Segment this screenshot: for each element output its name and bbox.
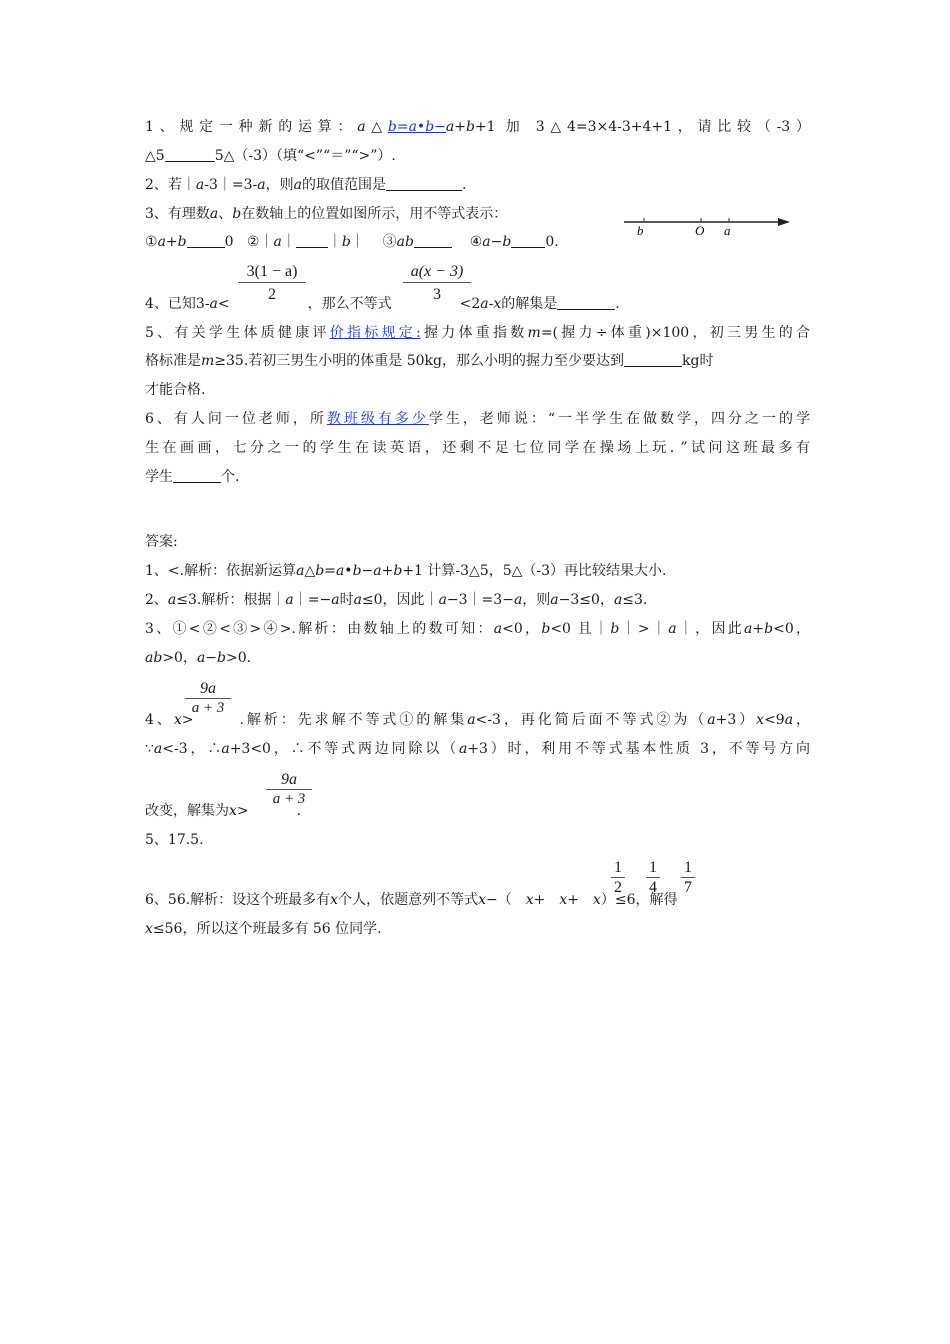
answer-1: 1、<.解析：依据新运算a△b=a•b−a+b+1 计算-3△5，5△（-3）再比较结果大小. xyxy=(145,563,667,579)
evaluation-standard-link[interactable]: 价指标规定: xyxy=(329,325,421,341)
answer-4-line-2: ∵a<-3，∴a+3<0，∴不等式两边同除以（a+3）时，利用不等式基本性质 3，不等号方向 xyxy=(145,741,810,757)
question-5-line-1: 5、有关学生体质健康评价指标规定:握力体重指数m=(握力÷体重)×100，初三男生的合 xyxy=(145,325,810,341)
answer-blank[interactable] xyxy=(414,233,452,248)
question-3-line-2: ①a+b 0 ②｜a｜ ｜b｜ ③ab ④a−b 0. xyxy=(145,234,559,250)
label-b: b xyxy=(637,223,644,238)
answer-3-line-2: ab>0，a−b>0. xyxy=(145,650,252,666)
answer-blank[interactable] xyxy=(624,352,682,367)
operation-definition-link[interactable]: b=a•b− xyxy=(387,119,446,135)
a6-fraction-seventh: 1 7 xyxy=(681,858,695,897)
q4-fraction-left: 3(1 − a) 2 xyxy=(238,262,306,305)
answer-5: 5、17.5. xyxy=(145,832,204,848)
question-6-line-3: 学生 个. xyxy=(145,469,240,485)
answer-6-line-1: 6、56.解析：设这个班最多有x个人，依题意列不等式x−（ x+ x+ x）≤6，解得 xyxy=(145,892,678,908)
answer-2: 2、a≤3.解析：根据｜a｜=−a时a≤0，因此｜a−3｜=3−a，则a−3≤0，a≤3. xyxy=(145,592,648,608)
question-4: 4、已知3-a< ，那么不等式 <2a-x的解集是 . xyxy=(145,296,620,312)
arrow-head-icon xyxy=(778,218,790,226)
question-6-line-1: 6、有人问一位老师，所教班级有多少学生，老师说：“一半学生在做数学，四分之一的学 xyxy=(145,411,811,427)
class-size-link[interactable]: 教班级有多少 xyxy=(326,411,429,427)
answers-heading: 答案: xyxy=(145,534,178,550)
a6-fraction-quarter: 1 4 xyxy=(646,858,660,897)
answer-3-line-1: 3、①<②<③>④>.解析：由数轴上的数可知：a<0，b<0 且｜b｜>｜a｜，因此a+b<0， xyxy=(145,621,811,637)
answer-blank[interactable] xyxy=(173,468,221,483)
answer-4-line-3: 改变，解集为x> . xyxy=(145,803,302,819)
question-1-line-2: △5 5△（-3）（填“<”“＝”“>”）. xyxy=(145,148,396,164)
answer-blank[interactable] xyxy=(187,233,225,248)
question-6-line-2: 生在画画，七分之一的学生在读英语，还剩不足七位同学在操场上玩．”试问这班最多有 xyxy=(145,440,810,456)
question-5-line-3: 才能合格. xyxy=(145,382,206,398)
question-5-line-2: 格标准是m≥35.若初三男生小明的体重是 50kg，那么小明的握力至少要达到 kg时 xyxy=(145,353,714,369)
answer-6-line-2: x≤56，所以这个班最多有 56 位同学. xyxy=(145,921,382,937)
question-1-line-1: 1、规定一种新的运算：a△b=a•b−a+b+1 加 3△4=3×4-3+4+1，请比较（-3） xyxy=(145,119,810,135)
answer-blank[interactable] xyxy=(386,176,462,191)
answer-blank[interactable] xyxy=(165,147,215,162)
label-o: O xyxy=(695,223,705,238)
answer-blank[interactable] xyxy=(511,233,545,248)
number-line-figure xyxy=(622,208,792,238)
a4-fraction-bottom: 9a a + 3 xyxy=(266,770,312,809)
label-a: a xyxy=(724,223,731,238)
a6-fraction-half: 1 2 xyxy=(611,858,625,897)
answer-4-line-1: 4、x> .解析：先求解不等式①的解集a<-3，再化简后面不等式②为（a+3）x<9a， xyxy=(145,712,811,728)
answer-blank[interactable] xyxy=(557,295,615,310)
a4-fraction-top: 9a a + 3 xyxy=(185,679,231,718)
question-3-line-1: 3、有理数a、b在数轴上的位置如图所示，用不等式表示： xyxy=(145,206,508,222)
q4-fraction-right: a(x − 3) 3 xyxy=(403,262,471,305)
answer-blank[interactable] xyxy=(296,233,328,248)
question-2: 2、若｜a-3｜=3-a，则a的取值范围是 . xyxy=(145,177,467,193)
